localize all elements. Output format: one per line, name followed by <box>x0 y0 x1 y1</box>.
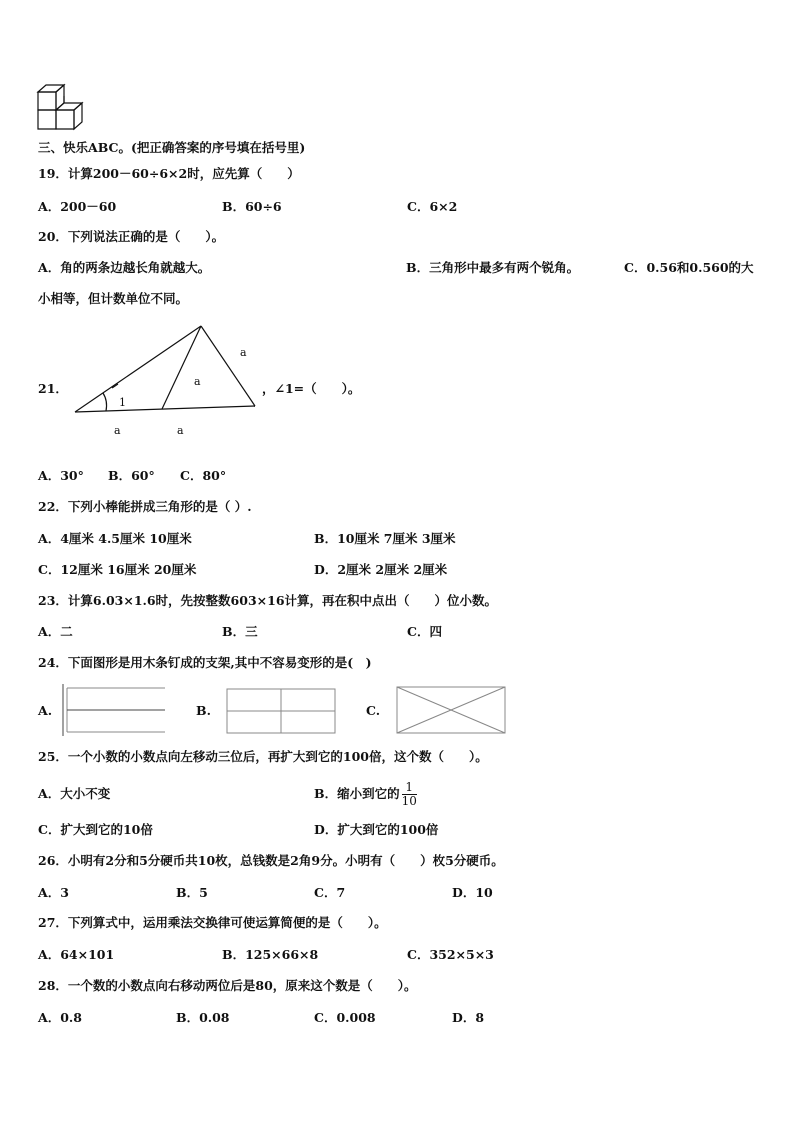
triangle-figure <box>70 322 270 442</box>
q20-option-a: A．角的两条边越长角就越大。 <box>38 260 211 275</box>
q28-option-a: A．0.8 <box>38 1010 82 1025</box>
question-19-stem: 19．计算200－60÷6×2时，应先算（ ） <box>38 166 300 181</box>
label-a-bottom-left: a <box>114 424 121 437</box>
q19-option-b: B．60÷6 <box>222 199 282 214</box>
question-27-stem: 27．下列算式中，运用乘法交换律可使运算简便的是（ ）。 <box>38 915 387 930</box>
question-20-stem: 20．下列说法正确的是（ ）。 <box>38 229 225 244</box>
q19-option-a: A．200－60 <box>38 199 117 214</box>
question-21-number: 21． <box>38 381 68 396</box>
q23-option-b: B．三 <box>222 624 258 639</box>
fraction-numerator: 1 <box>402 781 417 795</box>
q21-option-a: A．30° <box>38 468 84 483</box>
q26-option-c: C．7 <box>314 885 346 900</box>
q25-option-a: A．大小不变 <box>38 786 111 801</box>
q26-option-a: A．3 <box>38 885 69 900</box>
q20-option-b: B．三角形中最多有两个锐角。 <box>406 260 580 275</box>
q21-option-b: B．60° <box>108 468 155 483</box>
question-22-stem: 22．下列小棒能拼成三角形的是（ ）. <box>38 499 252 514</box>
q24-option-a-label: A. <box>38 703 53 718</box>
question-23-stem: 23．计算6.03×1.6时，先按整数603×16计算，再在积中点出（ ）位小数。 <box>38 593 498 608</box>
q23-option-a: A．二 <box>38 624 73 639</box>
question-28-stem: 28．一个数的小数点向右移动两位后是80，原来这个数是（ ）。 <box>38 978 417 993</box>
q28-option-d: D．8 <box>452 1010 485 1025</box>
label-1: 1 <box>119 396 126 409</box>
q25-option-b <box>314 774 417 814</box>
q26-option-d: D．10 <box>452 885 493 900</box>
question-26-stem: 26．小明有2分和5分硬币共10枚，总钱数是2角9分。小明有（ ）枚5分硬币。 <box>38 853 504 868</box>
q24-option-b-label: B. <box>196 703 211 718</box>
q20-option-c-continued: 小相等，但计数单位不同。 <box>38 291 189 306</box>
q24-option-c-label: C. <box>366 703 381 718</box>
question-21-suffix: ，∠1=（ ）。 <box>262 381 361 396</box>
q19-option-c: C．6×2 <box>407 199 458 214</box>
frame-b-figure <box>226 688 336 734</box>
fraction-denominator: 10 <box>401 794 417 808</box>
q26-option-b: B．5 <box>176 885 208 900</box>
cube-stack-figure <box>36 82 88 132</box>
frame-a-figure <box>62 684 166 736</box>
q27-option-b: B．125×66×8 <box>222 947 319 962</box>
q23-option-c: C．四 <box>407 624 442 639</box>
label-a-right: a <box>240 346 247 359</box>
q28-option-c: C．0.008 <box>314 1010 376 1025</box>
q25-option-d: D．扩大到它的100倍 <box>314 822 439 837</box>
q20-option-c: C．0.56和0.560的大 <box>624 260 754 275</box>
q22-option-d: D．2厘米 2厘米 2厘米 <box>314 562 448 577</box>
label-a-bottom-right: a <box>177 424 184 437</box>
frame-c-figure <box>396 686 506 734</box>
label-a-inner: a <box>194 375 201 388</box>
q25-option-b-text: B．缩小到它的 <box>314 786 400 801</box>
question-25-stem: 25．一个小数的小数点向左移动三位后，再扩大到它的100倍，这个数（ ）。 <box>38 749 488 764</box>
q28-option-b: B．0.08 <box>176 1010 230 1025</box>
q27-option-c: C．352×5×3 <box>407 947 494 962</box>
q22-option-c: C．12厘米 16厘米 20厘米 <box>38 562 197 577</box>
section-title: 三、快乐ABC。(把正确答案的序号填在括号里) <box>38 140 306 155</box>
q21-option-c: C．80° <box>180 468 227 483</box>
question-24-stem: 24．下面图形是用木条钉成的支架,其中不容易变形的是( ) <box>38 655 372 670</box>
fraction-one-tenth <box>402 781 417 808</box>
q25-option-c: C．扩大到它的10倍 <box>38 822 153 837</box>
q22-option-a: A．4厘米 4.5厘米 10厘米 <box>38 531 192 546</box>
q27-option-a: A．64×101 <box>38 947 115 962</box>
q22-option-b: B．10厘米 7厘米 3厘米 <box>314 531 456 546</box>
